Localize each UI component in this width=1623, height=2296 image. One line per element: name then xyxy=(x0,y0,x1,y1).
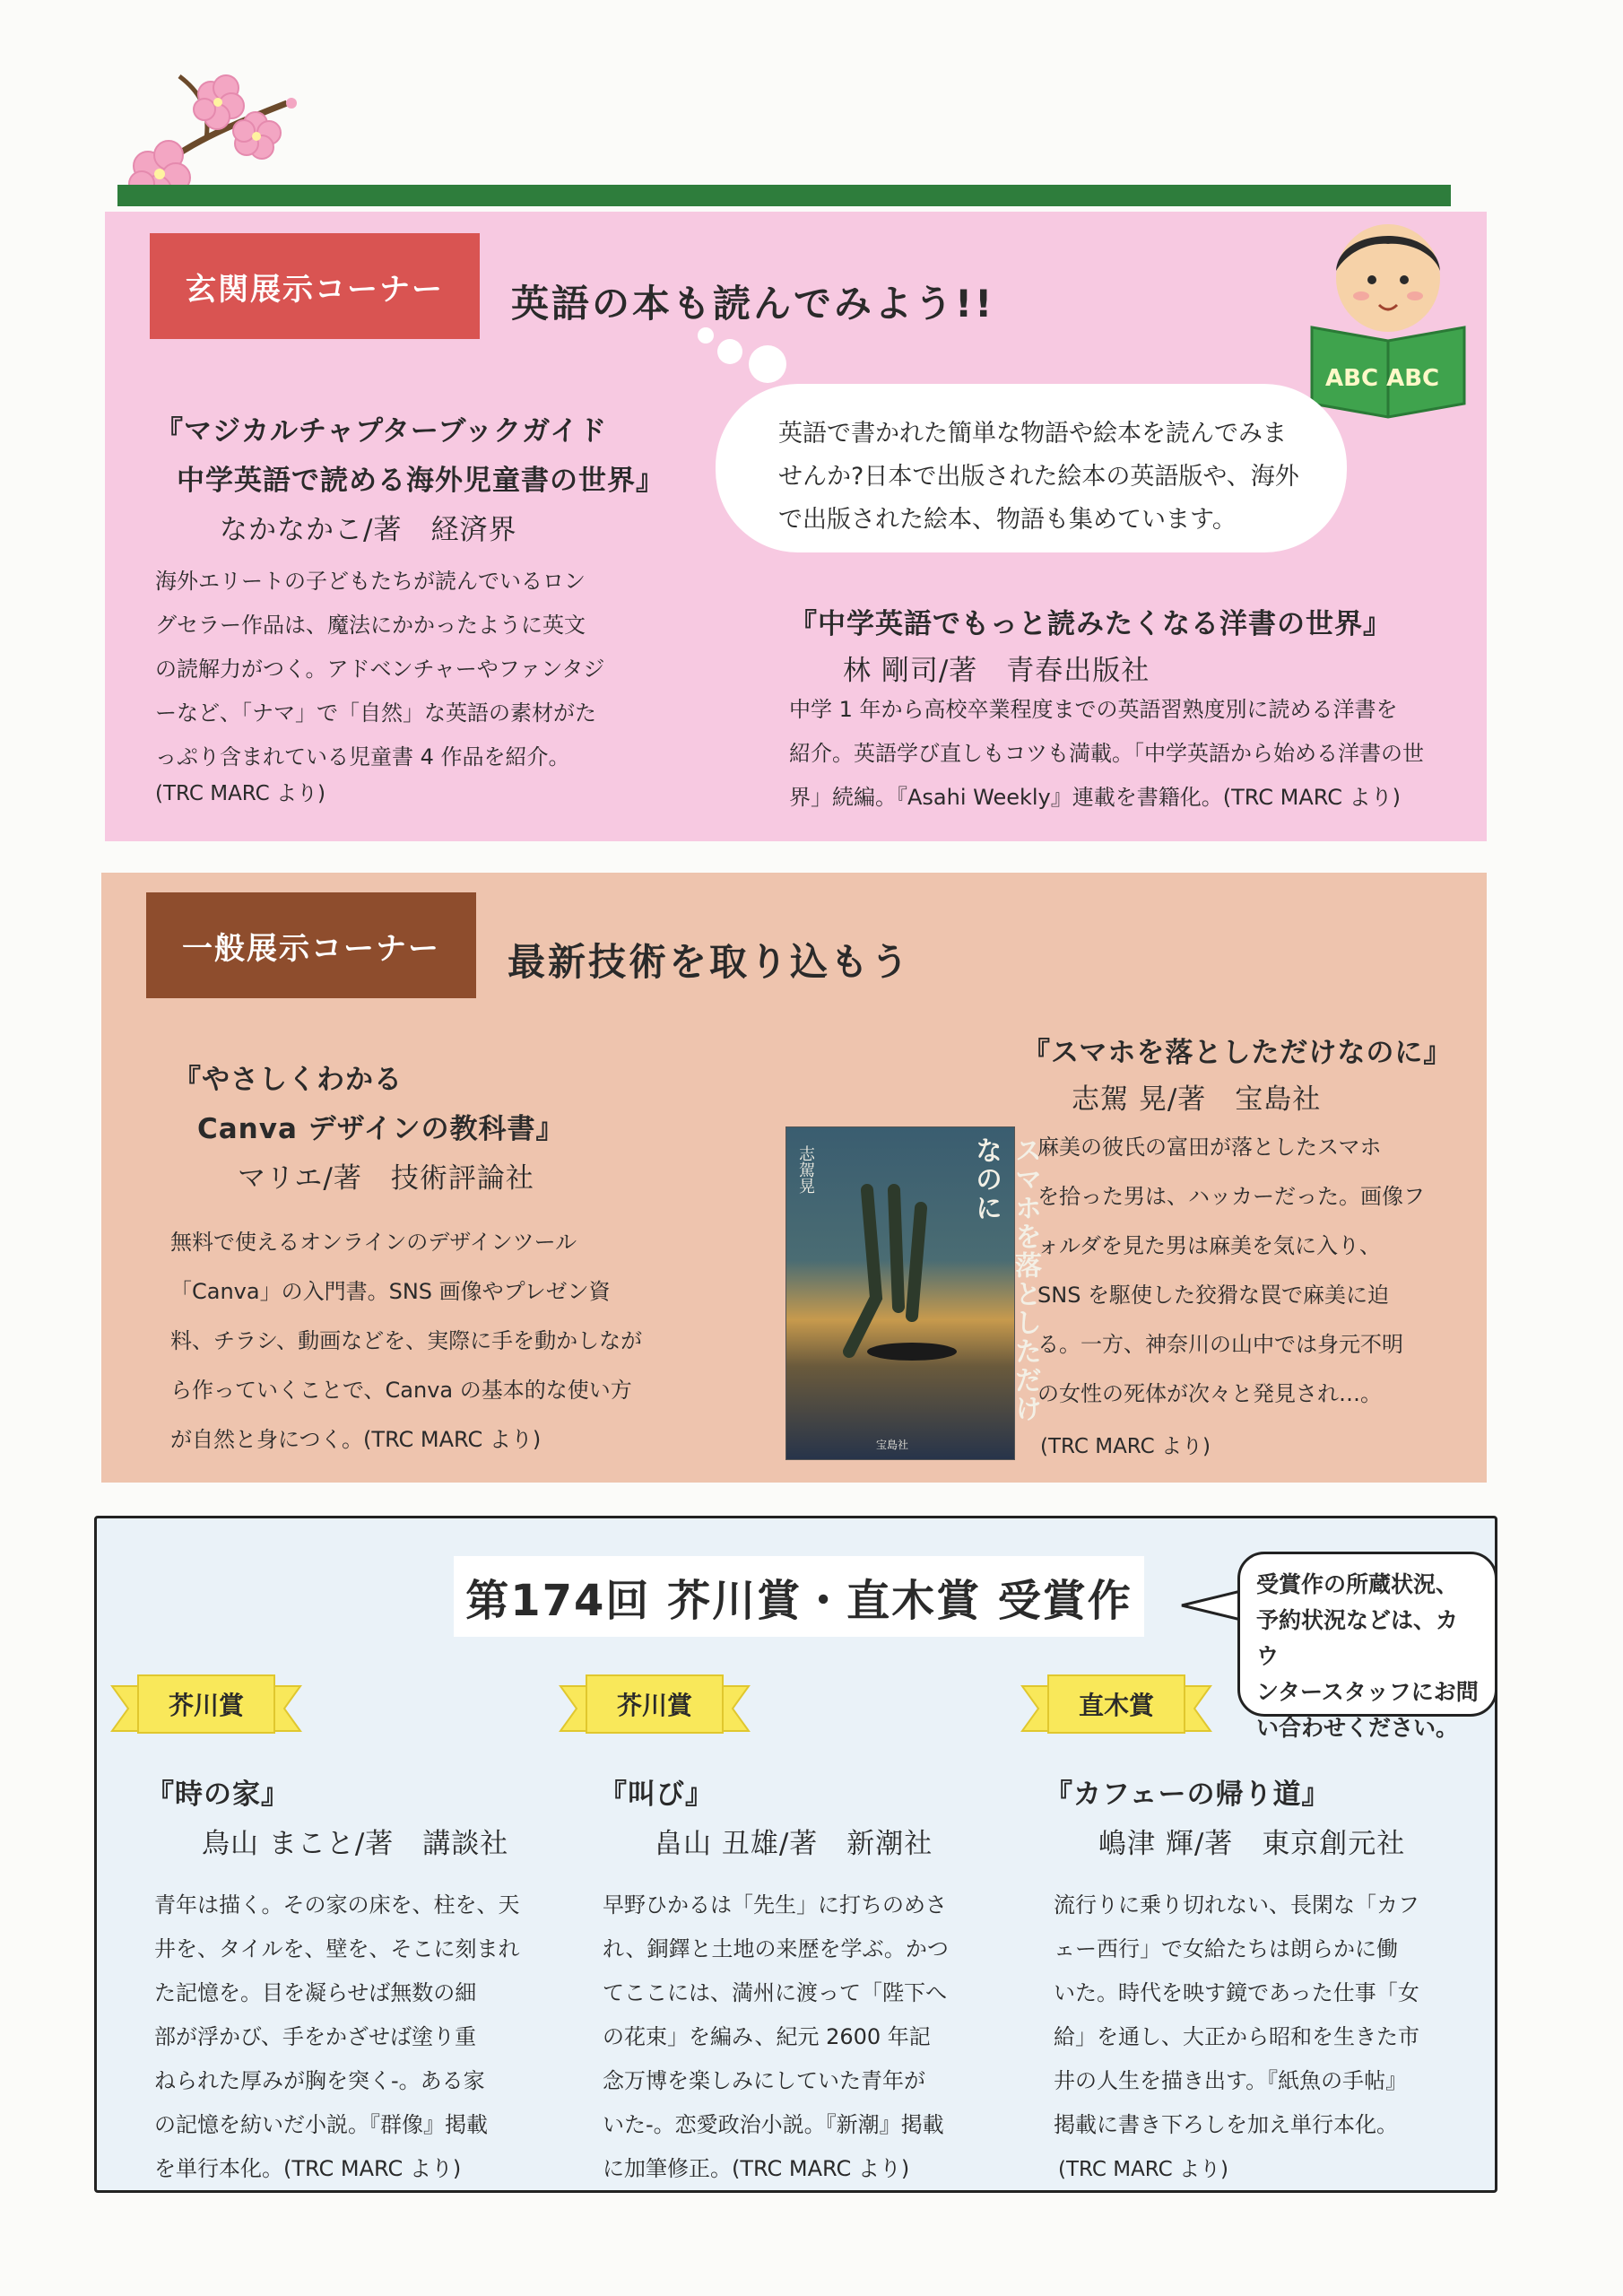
book-description xyxy=(170,1218,642,1465)
ribbon-label: 芥川賞 xyxy=(586,1674,724,1734)
desc-line: 麻美の彼氏の富田が落としたスマホ xyxy=(1037,1135,1382,1160)
desc-line: れ、銅鐸と土地の来歴を学ぶ。かつ xyxy=(603,1936,949,1961)
desc-line: 界」続編。『Asahi Weekly』連載を書籍化。(TRC MARC より) xyxy=(789,785,1402,810)
desc-line: ねられた厚みが胸を突く-。ある家 xyxy=(154,2068,485,2093)
desc-line: 井の人生を描き出す。『紙魚の手帖』 xyxy=(1054,2068,1408,2093)
book-cover-image xyxy=(785,1126,1041,1460)
cloud-line: せんか?日本で出版された絵本の英語版や、海外 xyxy=(778,463,1299,491)
cloud-dot xyxy=(749,345,786,383)
cover-title: スマホを落としただけなのに xyxy=(970,1136,1041,1423)
cloud-dot xyxy=(717,339,742,364)
desc-line: 給」を通し、大正から昭和を生きた市 xyxy=(1054,2024,1419,2049)
bubble-line: ンタースタッフにお問 xyxy=(1256,1679,1479,1705)
general-corner-label: 一般展示コーナー xyxy=(146,892,476,998)
desc-line: の記憶を紡いだ小説。『群像』掲載 xyxy=(154,2112,488,2137)
book-title: 『時の家』 xyxy=(146,1779,290,1811)
entrance-corner-label: 玄関展示コーナー xyxy=(150,233,480,339)
desc-line: ら作っていくことで、Canva の基本的な使い方 xyxy=(170,1378,632,1403)
desc-line: の読解力がつく。アドベンチャーやファンタジ xyxy=(155,657,605,682)
book-author: なかなかこ/著 経済界 xyxy=(220,514,517,546)
book-abc-text: ABC ABC xyxy=(1325,365,1440,392)
book-title: 『やさしくわかる xyxy=(173,1064,403,1096)
book-title: 『叫び』 xyxy=(599,1779,714,1811)
ribbon-badge xyxy=(1022,1668,1211,1740)
ribbon-label: 直木賞 xyxy=(1047,1674,1185,1734)
book-description xyxy=(789,688,1424,820)
desc-line: 掲載に書き下ろしを加え単行本化。 xyxy=(1054,2112,1398,2137)
desc-line: 「Canva」の入門書。SNS 画像やプレゼン資 xyxy=(170,1279,611,1304)
source-note: (TRC MARC より) xyxy=(1058,2158,1228,2181)
desc-line: の花束」を編み、紀元 2600 年記 xyxy=(603,2024,931,2049)
section2-headline: 最新技術を取り込もう xyxy=(508,940,912,984)
desc-line: ォルダを見た男は麻美を気に入り、 xyxy=(1037,1233,1382,1258)
desc-line: グセラー作品は、魔法にかかったように英文 xyxy=(155,613,586,638)
desc-line: 念万博を楽しみにしていた青年が xyxy=(603,2068,925,2093)
book-author: 林 剛司/著 青春出版社 xyxy=(843,655,1150,687)
source-note: (TRC MARC より) xyxy=(1040,1435,1211,1458)
book-author: 畠山 丑雄/著 新潮社 xyxy=(655,1828,933,1860)
book-author: 志駕 晃/著 宝島社 xyxy=(1072,1083,1322,1116)
section1-headline: 英語の本も読んでみよう!! xyxy=(511,282,995,326)
desc-line: 中学 1 年から高校卒業程度までの英語習熟度別に読める洋書を xyxy=(789,697,1398,722)
desc-line: 部が浮かび、手をかざせば塗り重 xyxy=(154,2024,477,2049)
desc-line: 紹介。英語学び直しもコツも満載。「中学英語から始める洋書の世 xyxy=(789,741,1424,766)
desc-line: を拾った男は、ハッカーだった。画像フ xyxy=(1037,1184,1425,1209)
ribbon-badge xyxy=(112,1668,300,1740)
cloud-line: で出版された絵本、物語も集めています。 xyxy=(778,506,1237,534)
book-title: 『中学英語でもっと読みたくなる洋書の世界』 xyxy=(789,608,1392,640)
desc-line: っぷり含まれている児童書 4 作品を紹介。 xyxy=(155,744,570,770)
book-subtitle: Canva デザインの教科書』 xyxy=(197,1113,565,1145)
cover-publisher: 宝島社 xyxy=(876,1439,909,1451)
cloud-dot xyxy=(698,327,714,344)
desc-line: る。一方、神奈川の山中では身元不明 xyxy=(1037,1332,1403,1357)
book-description xyxy=(154,1883,520,2191)
book-title: 『カフェーの帰り道』 xyxy=(1045,1779,1331,1811)
award-title: 第174回 芥川賞・直木賞 受賞作 xyxy=(454,1556,1144,1637)
cloud-line: 英語で書かれた簡単な物語や絵本を読んでみま xyxy=(778,420,1287,448)
plum-blossom-icon xyxy=(108,54,314,206)
bubble-line: 予約状況などは、カウ xyxy=(1256,1607,1459,1669)
desc-line: ェー西行」で女給たちは朗らかに働 xyxy=(1054,1936,1398,1961)
cloud-text xyxy=(778,413,1299,542)
source-note: (TRC MARC より) xyxy=(155,782,325,805)
book-subtitle: 中学英語で読める海外児童書の世界』 xyxy=(177,465,664,497)
desc-line: 料、チラシ、動画などを、実際に手を動かしなが xyxy=(170,1328,643,1353)
info-bubble xyxy=(1237,1552,1497,1741)
cover-author: 志駕晃 xyxy=(796,1145,815,1194)
book-author: 嶋津 輝/著 東京創元社 xyxy=(1098,1828,1406,1860)
desc-line: 流行りに乗り切れない、長閑な「カフ xyxy=(1054,1892,1419,1918)
desc-line: 無料で使えるオンラインのデザインツール xyxy=(170,1230,577,1255)
desc-line: を単行本化。(TRC MARC より) xyxy=(154,2156,462,2181)
desc-line: ーなど、「ナマ」で「自然」な英語の素材がた xyxy=(155,700,596,726)
desc-line: いた。時代を映す鏡であった仕事「女 xyxy=(1054,1980,1419,2005)
desc-line: 井を、タイルを、壁を、そこに刻まれ xyxy=(154,1936,520,1961)
desc-line: 海外エリートの子どもたちが読んでいるロン xyxy=(155,569,586,594)
desc-line: てここには、満州に渡って「陛下へ xyxy=(603,1980,947,2005)
desc-line: 青年は描く。その家の床を、柱を、天 xyxy=(154,1892,520,1918)
desc-line: いた-。恋愛政治小説。『新潮』掲載 xyxy=(603,2112,944,2137)
desc-line: SNS を駆使した狡猾な罠で麻美に迫 xyxy=(1037,1283,1390,1308)
hand-illustration xyxy=(813,1190,957,1370)
book-description xyxy=(603,1883,949,2191)
book-description xyxy=(1037,1123,1425,1419)
book-description xyxy=(1054,1883,1419,2147)
book-title: 『マジカルチャプターブックガイド xyxy=(155,415,608,448)
bubble-line: い合わせください。 xyxy=(1256,1715,1459,1741)
desc-line: た記憶を。目を凝らせば無数の細 xyxy=(154,1980,477,2005)
ribbon-badge xyxy=(560,1668,749,1740)
boy-reading-icon xyxy=(1298,215,1478,422)
bubble-line: 受賞作の所蔵状況、 xyxy=(1256,1571,1459,1597)
bubble-tail-icon xyxy=(1180,1587,1243,1623)
book-description xyxy=(155,560,604,779)
desc-line: の女性の死体が次々と発見され…。 xyxy=(1037,1381,1382,1406)
desc-line: が自然と身につく。(TRC MARC より) xyxy=(170,1427,542,1452)
ribbon-label: 芥川賞 xyxy=(137,1674,275,1734)
desc-line: に加筆修正。(TRC MARC より) xyxy=(603,2156,910,2181)
book-author: マリエ/著 技術評論社 xyxy=(238,1162,534,1195)
desc-line: 早野ひかるは「先生」に打ちのめさ xyxy=(603,1892,947,1918)
header-divider xyxy=(117,185,1451,206)
book-title: 『スマホを落としただけなのに』 xyxy=(1022,1037,1453,1069)
book-author: 鳥山 まこと/著 講談社 xyxy=(202,1828,509,1860)
